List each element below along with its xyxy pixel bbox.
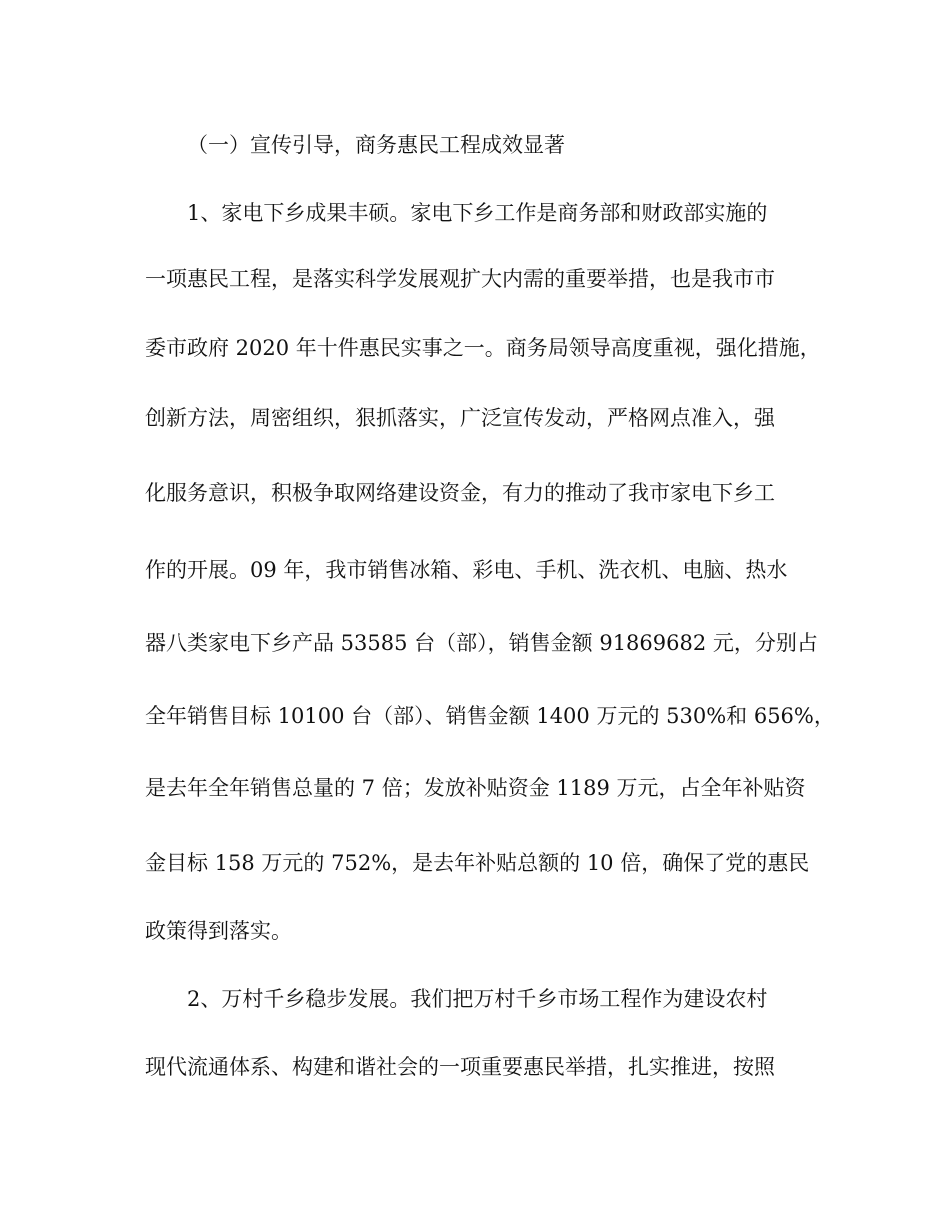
paragraph-line: 金目标 158 万元的 752%，是去年补贴总额的 10 倍，确保了党的惠民 [145,851,810,875]
paragraph-line: 全年销售目标 10100 台（部）、销售金额 1400 万元的 530%和 656%， [145,704,835,728]
paragraph-line: 创新方法，周密组织，狠抓落实，广泛宣传发动，严格网点准入，强 [145,406,775,430]
paragraph-line: 现代流通体系、构建和谐社会的一项重要惠民举措，扎实推进，按照 [145,1055,775,1079]
paragraph-line: 一项惠民工程，是落实科学发展观扩大内需的重要举措，也是我市市 [145,267,775,291]
paragraph-line: 1、家电下乡成果丰硕。家电下乡工作是商务部和财政部实施的 [187,201,768,225]
paragraph-line: 器八类家电下乡产品 53585 台（部），销售金额 91869682 元，分别占 [145,631,818,655]
paragraph-line: 委市政府 2020 年十件惠民实事之一。商务局领导高度重视，强化措施， [145,336,821,360]
paragraph-line: 2、万村千乡稳步发展。我们把万村千乡市场工程作为建设农村 [187,987,768,1011]
paragraph-line: 化服务意识，积极争取网络建设资金，有力的推动了我市家电下乡工 [145,481,775,505]
paragraph-line: 是去年全年销售总量的 7 倍；发放补贴资金 1189 万元，占全年补贴资 [145,776,806,800]
paragraph-line: 作的开展。09 年，我市销售冰箱、彩电、手机、洗衣机、电脑、热水 [145,558,788,582]
section-heading: （一）宣传引导，商务惠民工程成效显著 [187,133,565,157]
paragraph-line: 政策得到落实。 [145,919,292,943]
